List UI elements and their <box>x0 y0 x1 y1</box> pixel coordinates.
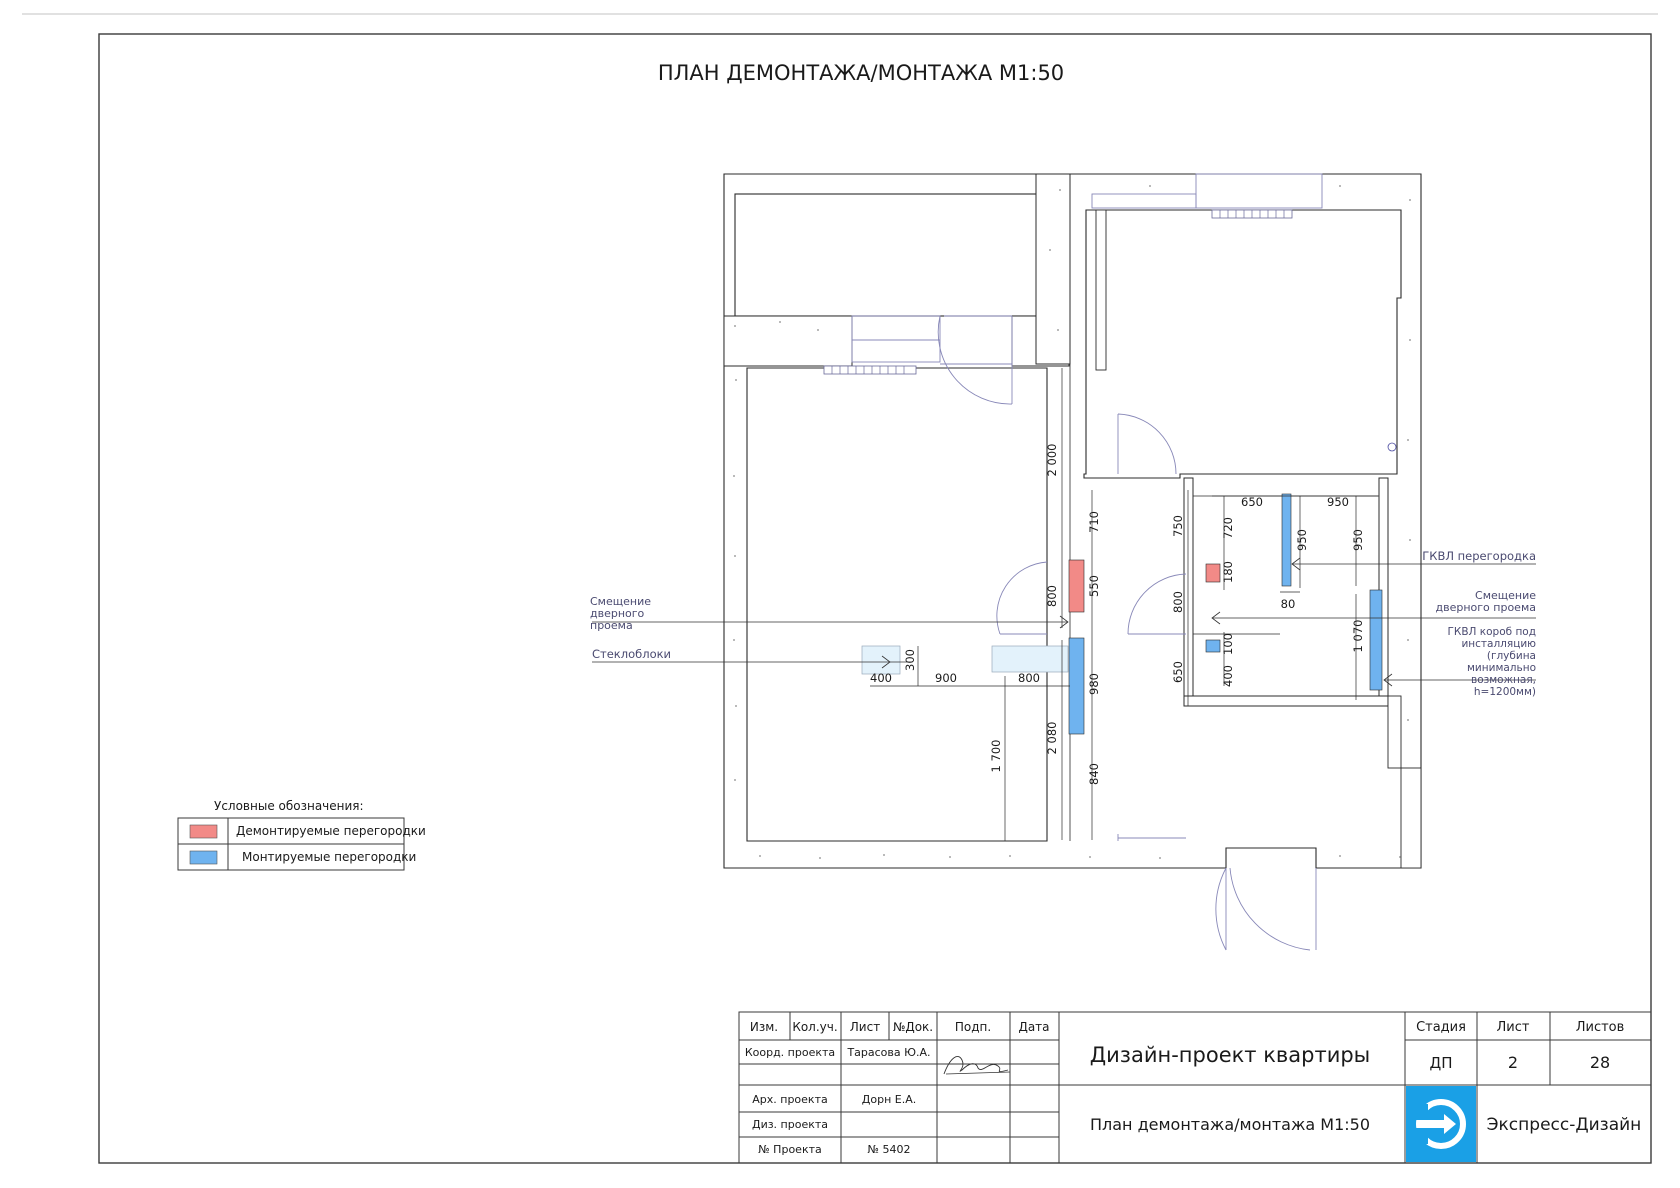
note-glass-blocks: Стеклоблоки <box>592 647 672 661</box>
dim-800-right: 800 <box>1171 591 1185 613</box>
note-door-shift-right-wrap <box>1426 590 1536 620</box>
right-room <box>1084 210 1401 478</box>
radiator-left <box>824 366 916 374</box>
tb-company: Экспресс-Дизайн <box>1486 1115 1642 1135</box>
dim-800-left: 800 <box>1045 585 1059 607</box>
dim-100: 100 <box>1221 633 1235 655</box>
dim-550: 550 <box>1087 575 1101 597</box>
dim-900: 900 <box>935 671 957 685</box>
legend-label-install: Монтируемые перегородки <box>242 850 417 864</box>
install-partition-3 <box>1206 640 1220 652</box>
tb-stage-header: Стадия <box>1416 1020 1466 1035</box>
tb-sheet-header: Лист <box>1496 1020 1530 1035</box>
note-gkl-partition: ГКВЛ перегородка <box>1422 549 1536 563</box>
tb-sheet-value: 2 <box>1507 1053 1519 1072</box>
legend-title: Условные обозначения: <box>214 799 364 813</box>
floor-plan <box>724 174 1421 950</box>
dim-950-top: 950 <box>1327 495 1349 509</box>
tb-name-3: Дорн Е.А. <box>861 1093 917 1106</box>
dim-650-left: 650 <box>1171 661 1185 683</box>
dim-720: 720 <box>1221 517 1235 539</box>
tb-name-1: Тарасова Ю.А. <box>847 1046 931 1059</box>
dim-650-top: 650 <box>1241 495 1263 509</box>
dim-750: 750 <box>1171 515 1185 537</box>
legend-swatch-install <box>190 851 217 864</box>
tb-stage-value: ДП <box>1429 1054 1453 1072</box>
tb-role-1: Коорд. проекта <box>744 1046 836 1059</box>
radiator-right <box>1212 210 1292 218</box>
tb-header-doc: №Док. <box>892 1020 934 1034</box>
tb-header-sign: Подп. <box>954 1020 992 1034</box>
install-partition-1 <box>1069 638 1084 734</box>
tb-sheet-title: План демонтажа/монтажа М1:50 <box>1089 1115 1371 1134</box>
glass-blocks-2 <box>992 646 1068 672</box>
dim-80: 80 <box>1280 597 1296 611</box>
dim-400-left: 400 <box>870 671 892 685</box>
install-partition-2 <box>1282 494 1291 586</box>
note-gkl-box: ГКВЛ короб под инсталляцию (глубина минимально возможная, h=1200мм) <box>1447 626 1536 698</box>
note-door-shift-left: Смещение дверного проема <box>590 595 651 632</box>
page-title: ПЛАН ДЕМОНТАЖА/МОНТАЖА М1:50 <box>657 61 1065 85</box>
note-door-shift-left-wrap <box>590 595 710 632</box>
legend-label-demolish: Демонтируемые перегородки <box>236 824 426 838</box>
dim-950-v1: 950 <box>1295 529 1309 551</box>
tb-sheets-header: Листов <box>1575 1020 1625 1035</box>
dim-2080: 2 080 <box>1045 721 1059 755</box>
legend-swatch-demolish <box>190 825 217 838</box>
install-partition-4 <box>1370 590 1382 690</box>
note-door-shift-right: Смещение дверного проема <box>1435 589 1536 614</box>
dim-400-right: 400 <box>1221 665 1235 687</box>
demolish-partition-2 <box>1206 564 1220 582</box>
tb-sheets-value: 28 <box>1589 1053 1611 1072</box>
signature <box>944 1056 1008 1074</box>
tb-role-5: № Проекта <box>758 1143 822 1156</box>
balcony-zone <box>735 194 1037 316</box>
dim-2000: 2 000 <box>1045 443 1059 477</box>
tb-role-4: Диз. проекта <box>751 1118 829 1131</box>
tb-project-title: Дизайн-проект квартиры <box>1089 1043 1371 1067</box>
tb-header-list: Лист <box>849 1020 881 1034</box>
tb-role-3: Арх. проекта <box>752 1093 828 1106</box>
title-block-texts <box>745 1020 1641 1162</box>
glass-blocks-1 <box>862 646 900 674</box>
demolish-partition-1 <box>1069 560 1084 612</box>
tb-header-date: Дата <box>1018 1020 1050 1034</box>
dim-950-v2: 950 <box>1351 529 1365 551</box>
dim-1700: 1 700 <box>989 739 1003 773</box>
tb-name-5: № 5402 <box>867 1143 911 1156</box>
dim-710: 710 <box>1087 511 1101 533</box>
dim-840: 840 <box>1087 763 1101 785</box>
tb-header-izm: Изм. <box>749 1020 779 1034</box>
dim-800-bottom: 800 <box>1018 671 1040 685</box>
tb-header-kolvo: Кол.уч. <box>792 1020 838 1034</box>
dim-300: 300 <box>903 649 917 671</box>
dim-1070: 1 070 <box>1351 619 1365 653</box>
dim-980: 980 <box>1087 673 1101 695</box>
dim-180: 180 <box>1221 561 1235 583</box>
legend <box>178 799 426 870</box>
note-gkl-box-wrap <box>1416 626 1536 698</box>
